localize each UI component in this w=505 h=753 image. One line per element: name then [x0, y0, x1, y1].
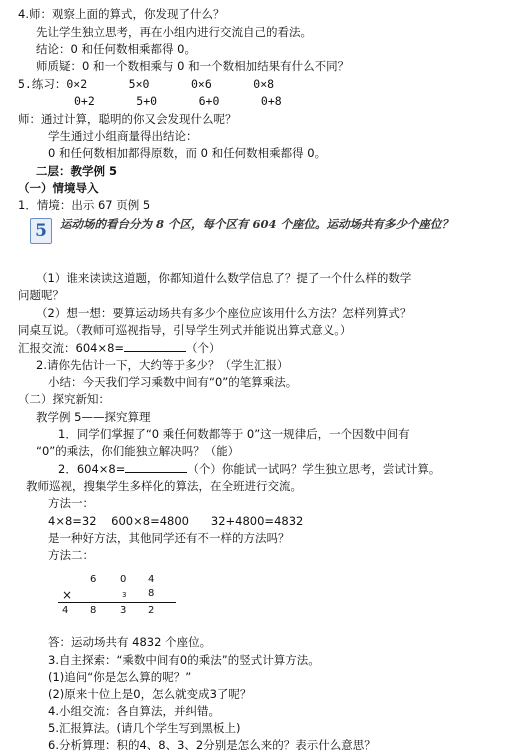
line-analyze: 6.分析算理：积的4、8、3、2分别是怎么来的？表示什么意思？ — [48, 738, 376, 752]
line-method-one: 方法一： — [48, 496, 94, 510]
line-scenario: 1．情境：出示 67 页例 5 — [18, 198, 151, 212]
line-teacher-collect: 教师巡视，搜集学生多样化的算法，在全班进行交流。 — [26, 479, 302, 493]
try-text: （个）你能试一试吗？学生独立思考，尝试计算。 — [187, 462, 441, 476]
vert-result-digit: 2 — [148, 605, 155, 616]
report-expression: 汇报交流：604×8= — [18, 341, 125, 355]
line-practice-add: 0+2 5+0 6+0 0+8 — [74, 94, 282, 108]
line-master-rule-cont: “0”的乘法，你们能独立解决吗？（能） — [36, 444, 240, 458]
line-self-explore: 3.自主探索：“乘数中间有0的乘法”的竖式计算方法。 — [48, 653, 320, 667]
carry-digit: 3 — [122, 591, 127, 599]
line-estimate: 2.请你先估计一下，大约等于多少？（学生汇报） — [36, 358, 289, 372]
try-expression: 2．604×8= — [58, 462, 126, 476]
subsection-explore: （二）探究新知： — [18, 392, 110, 406]
vert-result-digit: 4 — [62, 605, 69, 616]
vert-multiplier: 8 — [148, 588, 155, 599]
vert-top-digit: 0 — [120, 574, 127, 585]
line-try — [58, 461, 440, 477]
multiply-sign: × — [62, 588, 73, 602]
line-peer-talk: 同桌互说。（教师可巡视指导，引导学生列式并能说出算式意义。） — [18, 323, 352, 337]
line-group-discuss: 学生通过小组商量得出结论： — [48, 129, 198, 143]
line-teach-example: 教学例 5——探究算理 — [36, 410, 151, 424]
subsection-intro: （一）情境导入 — [18, 181, 99, 195]
line-follow-up: (1)追问“你是怎么算的呢？” — [48, 670, 192, 684]
line-report — [18, 340, 221, 356]
line-teacher-ask: 师：通过计算，聪明的你又会发现什么呢？ — [18, 112, 237, 126]
vert-rule — [58, 602, 176, 603]
line-report-method: 5.汇报算法。(请几个学生写到黑板上) — [48, 721, 241, 735]
line-method-one-calc: 4×8=32 600×8=4800 32+4800=4832 — [48, 514, 304, 528]
example-text: 运动场的看台分为 8 个区，每个区有 604 个座位。运动场共有多少个座位？ — [60, 217, 454, 231]
line-think-method: （2）想一想：要算运动场共有多少个座位应该用什么方法？怎样列算式？ — [36, 306, 412, 320]
line-group-exchange: 4.小组交流：各自算法，并纠错。 — [48, 704, 220, 718]
example-box — [30, 216, 470, 248]
line-summary: 小结：今天我们学习乘数中间有“0”的笔算乘法。 — [48, 375, 298, 389]
vert-result-digit: 3 — [120, 605, 127, 616]
vert-top-digit: 6 — [90, 574, 97, 585]
line-observe: 4.师：观察上面的算式，你发现了什么？ — [18, 7, 225, 21]
example-number-icon: 5 — [30, 218, 52, 244]
vertical-calculation — [58, 574, 178, 622]
line-tens-question: (2)原来十位上是0，怎么就变成3了呢？ — [48, 687, 252, 701]
line-practice-multiply: 5.练习：0×2 5×0 0×6 0×8 — [18, 77, 275, 91]
line-think: 先让学生独立思考，再在小组内进行交流自己的看法。 — [36, 25, 312, 39]
vert-top-digit: 4 — [148, 574, 155, 585]
try-blank — [125, 461, 187, 473]
line-question: 师质疑：0 和一个数相乘与 0 和一个数相加结果有什么不同？ — [36, 59, 350, 73]
answer-blank — [124, 340, 186, 352]
line-zero-rule: 0 和任何数相加都得原数，而 0 和任何数相乘都得 0。 — [48, 146, 327, 160]
line-read-question-cont: 问题呢？ — [18, 288, 64, 302]
line-answer: 答：运动场共有 4832 个座位。 — [48, 635, 212, 649]
line-read-question: （1）谁来读读这道题，你都知道什么数学信息了？提了一个什么样的数学 — [36, 271, 412, 285]
section-heading: 二层：教学例 5 — [36, 164, 118, 178]
report-unit: （个） — [186, 341, 221, 355]
line-good-method: 是一种好方法，其他同学还有不一样的方法吗？ — [48, 531, 290, 545]
line-method-two: 方法二： — [48, 548, 94, 562]
vert-result-digit: 8 — [90, 605, 97, 616]
line-conclusion: 结论：0 和任何数相乘都得 0。 — [36, 42, 196, 56]
line-master-rule: 1．同学们掌握了“0 乘任何数都等于 0”这一规律后，一个因数中间有 — [58, 427, 410, 441]
